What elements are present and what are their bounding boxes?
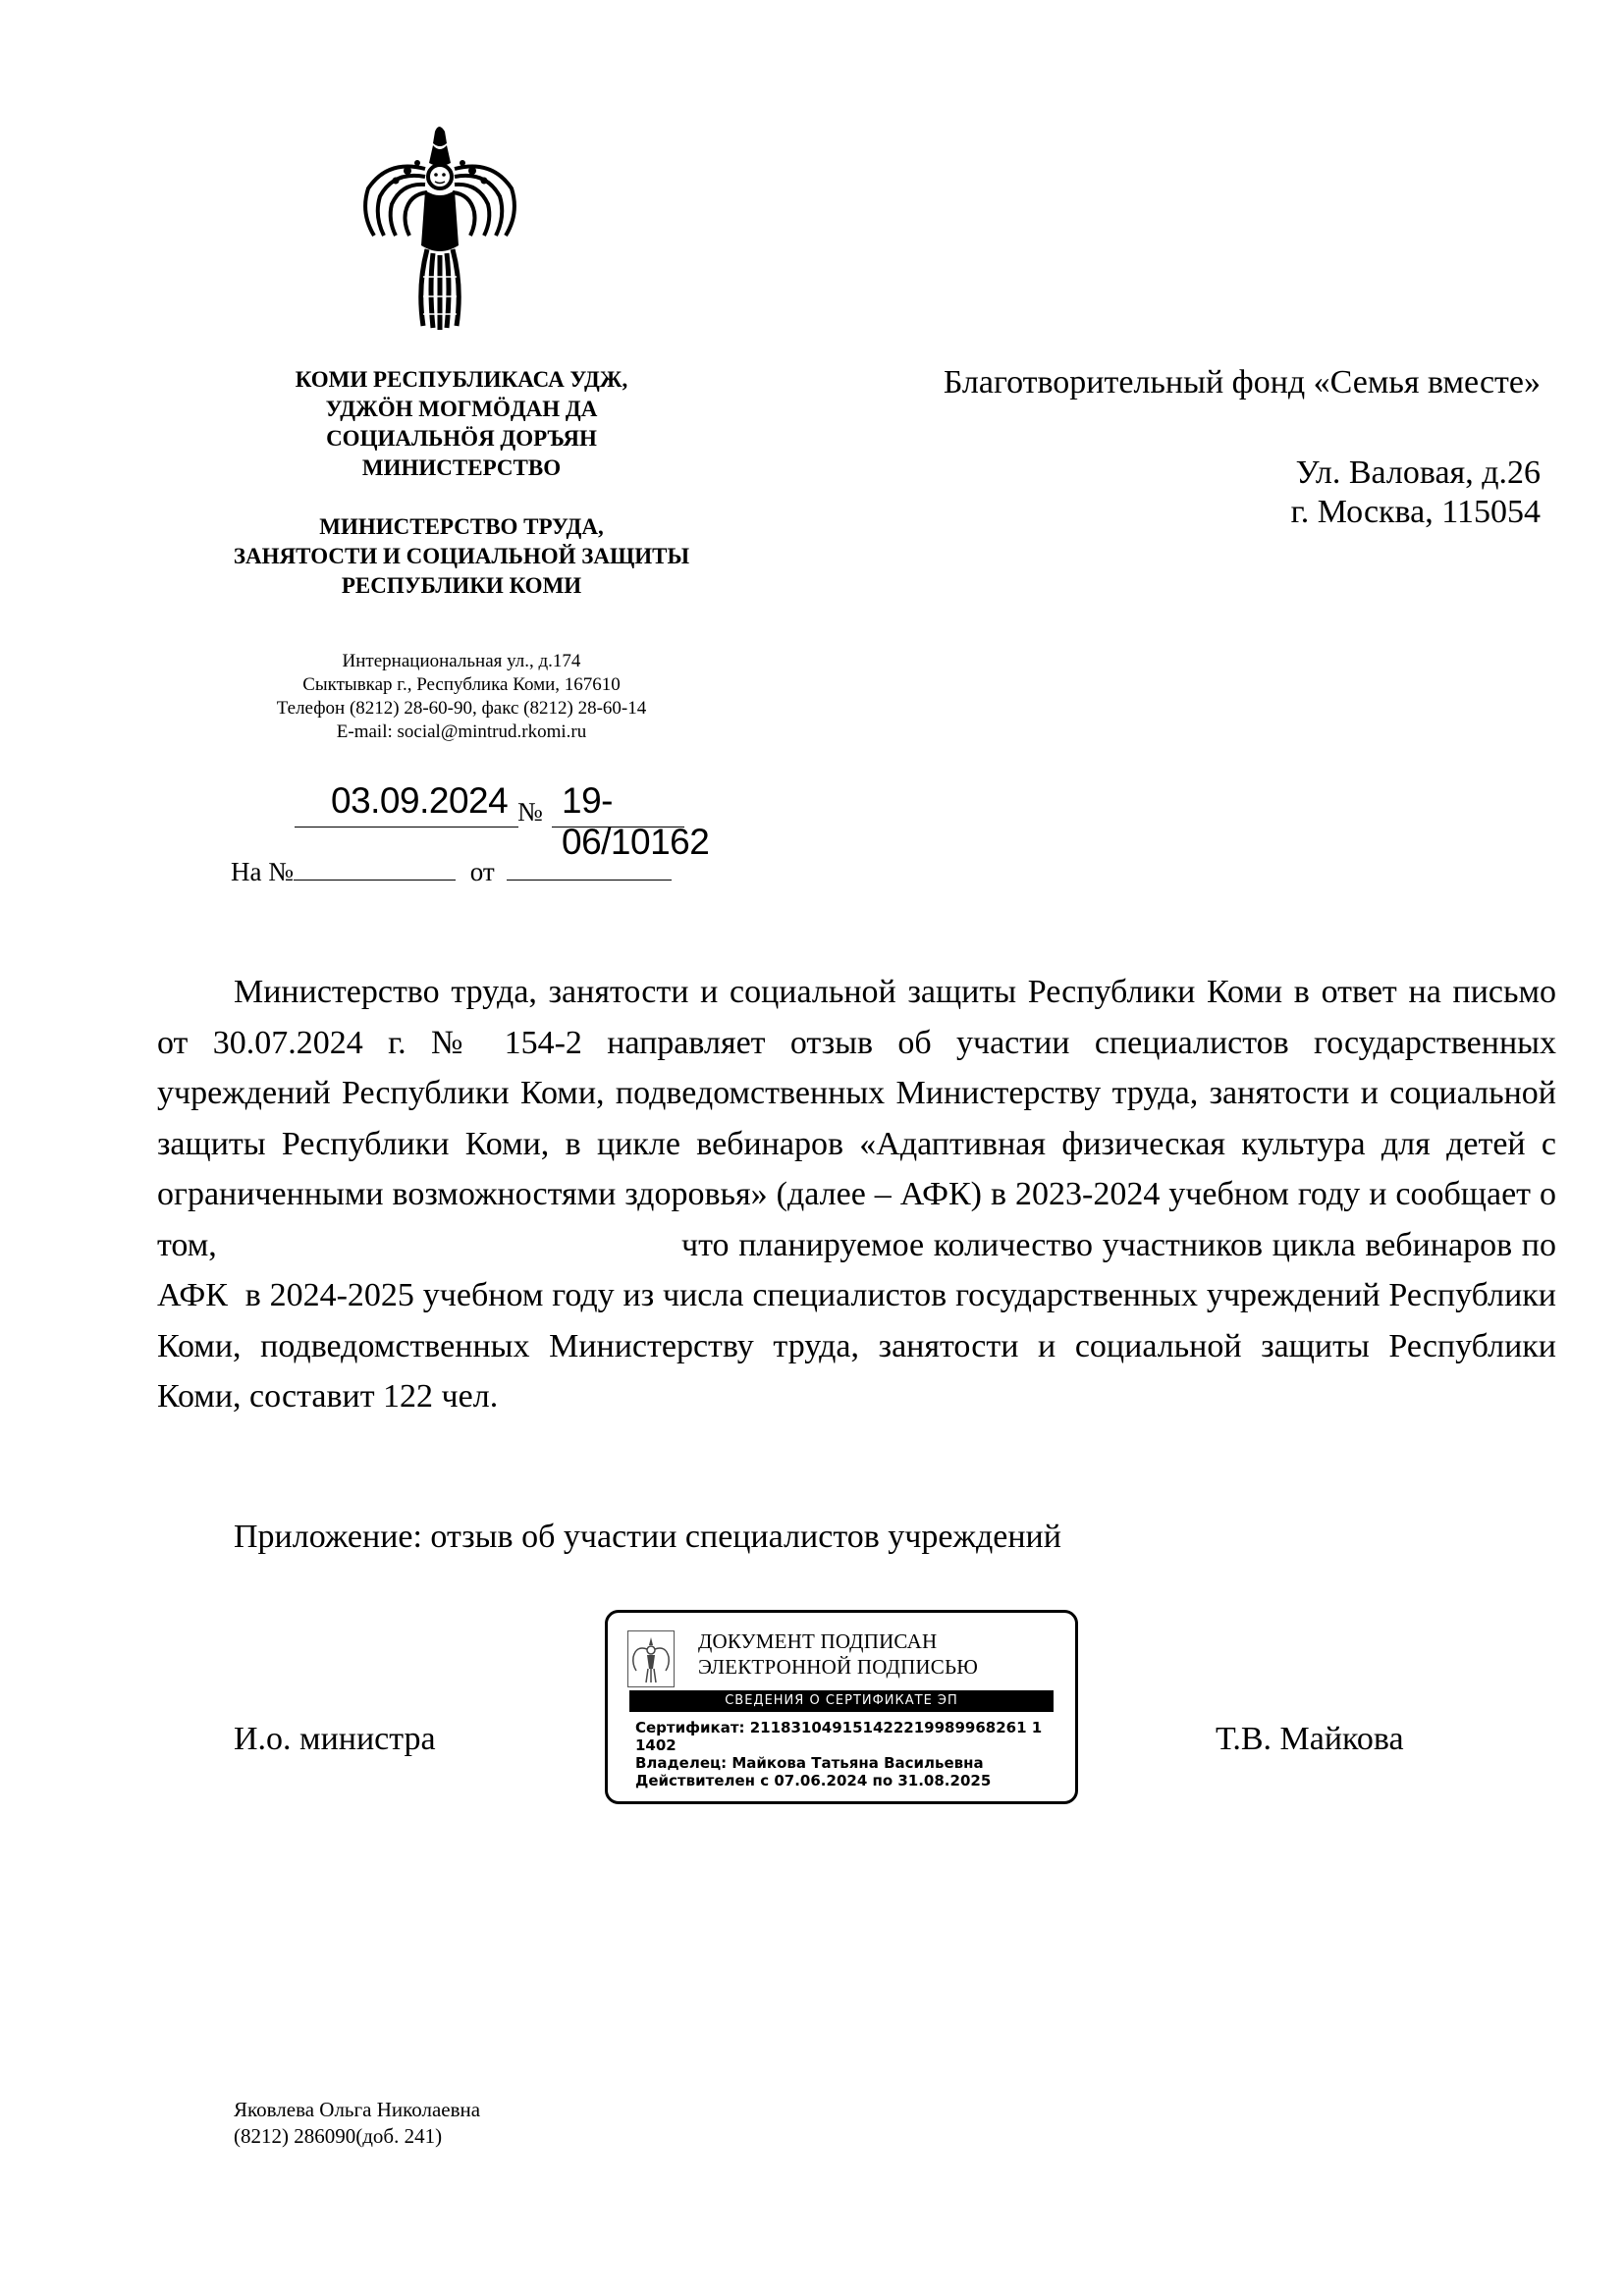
- registration-line: [295, 775, 746, 862]
- komi-coat-of-arms-icon: [349, 120, 530, 336]
- org-name-ru-line: МИНИСТЕРСТВО ТРУДА,: [319, 514, 604, 539]
- contact-phone: Телефон (8212) 28-60-90, факс (8212) 28-60-14: [276, 698, 647, 719]
- executor-phone: (8212) 286090(доб. 241): [234, 2124, 443, 2148]
- e-signature-stamp: [605, 1610, 1078, 1804]
- number-sign: №: [517, 797, 543, 827]
- org-name-ru-line: РЕСПУБЛИКИ КОМИ: [341, 573, 582, 598]
- reference-number-label: На №: [231, 857, 294, 886]
- addressee-block: [755, 363, 1541, 532]
- contact-email: E-mail: social@mintrud.rkomi.ru: [336, 721, 587, 742]
- org-name-ru-line: ЗАНЯТОСТИ И СОЦИАЛЬНОЙ ЗАЩИТЫ: [233, 544, 690, 568]
- stamp-certificate-info: [635, 1719, 1067, 1789]
- contact-address: Интернациональная ул., д.174: [342, 651, 581, 671]
- letter-body: Министерство труда, занятости и социальной защиты Республики Коми в ответ на письмо от 30.07.2024 г. № 154-2 направляет отзыв об участии специалистов государственных учреждений Республики Коми, подведомственных Министерству труда, занятости и социальной защиты Республики Коми, в цикле вебинаров «Адаптивная физическая культура для детей с ограниченными возможностями здоровья» (далее – АФК) в 2023-2024 учебном году и сообщает о том, что планируемое количество участников цикла вебинаров по АФК в 2024-2025 учебном году из числа специалистов государственных учреждений Республики Коми, подведомственных Министерству труда, занятости и социальной защиты Республики Коми, составит 122 чел.: [157, 974, 1565, 1415]
- org-name-komi-line: СОЦИАЛЬНӦЯ ДОРЪЯН: [326, 426, 597, 451]
- org-name-komi-line: УДЖӦН МОГМӦДАН ДА: [325, 397, 598, 421]
- signatory-name: Т.В. Майкова: [1216, 1721, 1404, 1757]
- signatory-role: И.о. министра: [234, 1721, 436, 1757]
- addressee-name: Благотворительный фонд «Семья вместе»: [943, 364, 1541, 400]
- addressee-street: Ул. Валовая, д.26: [1295, 454, 1541, 491]
- org-header: [147, 365, 776, 601]
- stamp-title: [698, 1629, 978, 1680]
- org-contacts: [147, 650, 776, 744]
- stamp-certificate-bar: СВЕДЕНИЯ О СЕРТИФИКАТЕ ЭП: [629, 1690, 1054, 1712]
- stamp-certificate: Сертификат: 211831049151422219989968261 11402: [635, 1719, 1043, 1754]
- reference-line: [231, 854, 722, 893]
- registration-date: 03.09.2024: [331, 780, 509, 821]
- stamp-title-line: ДОКУМЕНТ ПОДПИСАН: [698, 1629, 938, 1653]
- executor-name: Яковлева Ольга Николаевна: [234, 2098, 481, 2121]
- reference-from-label: от: [469, 857, 495, 886]
- registration-number: 19-06/10162: [562, 780, 710, 862]
- stamp-title-line: ЭЛЕКТРОННОЙ ПОДПИСЬЮ: [698, 1655, 979, 1679]
- org-name-komi-line: КОМИ РЕСПУБЛИКАСА УДЖ,: [295, 367, 628, 392]
- stamp-owner: Владелец: Майкова Татьяна Васильевна: [635, 1754, 984, 1772]
- addressee-city: г. Москва, 115054: [1290, 494, 1541, 530]
- org-name-komi-line: МИНИСТЕРСТВО: [361, 455, 562, 480]
- komi-coat-of-arms-small-icon: [627, 1630, 675, 1687]
- stamp-validity: Действителен с 07.06.2024 по 31.08.2025: [635, 1772, 992, 1789]
- contact-city: Сыктывкар г., Республика Коми, 167610: [302, 674, 621, 695]
- attachment-note: Приложение: отзыв об участии специалистов учреждений: [234, 1519, 1061, 1555]
- executor-block: [234, 2097, 480, 2150]
